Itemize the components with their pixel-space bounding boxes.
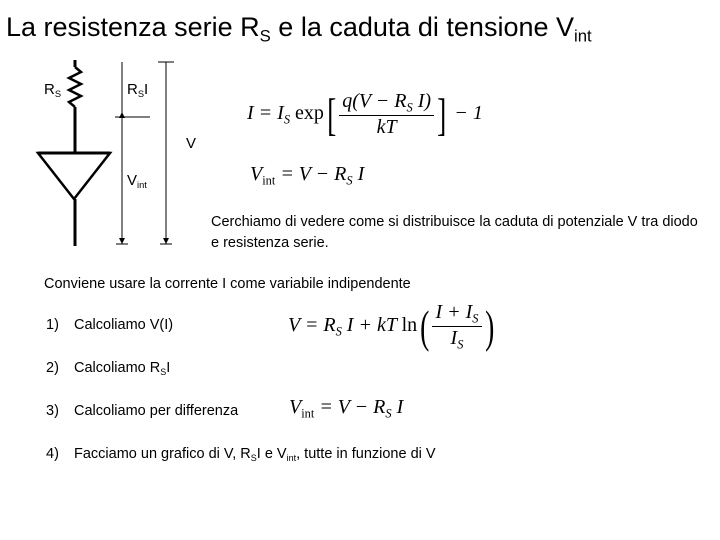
- rs-label: $R_S$: [44, 81, 62, 99]
- step-3: 3) Calcoliamo per differenza: [46, 403, 239, 419]
- step-1: 1) Calcoliamo V(I): [46, 317, 174, 333]
- description-paragraph: Cerchiamo di vedere come si distribuisce la caduta di potenziale V tra diodo e resistenza serie.: [211, 214, 698, 251]
- step-4: 4) Facciamo un grafico di V, $R_SI$ e $V_{int}$, tutte in funzione di V: [46, 446, 436, 463]
- arrowhead: [163, 238, 169, 244]
- intro-text: Conviene usare la corrente I come variabile indipendente: [44, 276, 411, 292]
- vint-difference-equation: $V_{int} = V - R_S$ I: [289, 396, 404, 421]
- arrowhead: [119, 238, 125, 244]
- arrowhead: [119, 112, 125, 118]
- rsi-label: $R_SI$: [127, 81, 149, 99]
- page-title: La resistenza serie $R_S$ e la caduta di tensione $V_{int}$: [6, 12, 592, 46]
- v-label: V: [186, 135, 197, 152]
- vint-equation: $V_{int} = V - R_S$ I: [250, 163, 365, 188]
- diode-triangle: [38, 153, 110, 199]
- resistor-zigzag: [69, 67, 81, 107]
- vint-label: $V_{int}$: [127, 172, 147, 190]
- diode-current-equation: $I = I_S$ exp[ $\frac{q(V - R_S I)}{kT}$ ] − 1: [247, 89, 483, 140]
- step-2: 2) Calcoliamo $R_SI$: [46, 360, 171, 377]
- voltage-equation: $V = R_S$ I + kT ln( $\frac{I + I_S}{I_S}$ ): [288, 300, 494, 352]
